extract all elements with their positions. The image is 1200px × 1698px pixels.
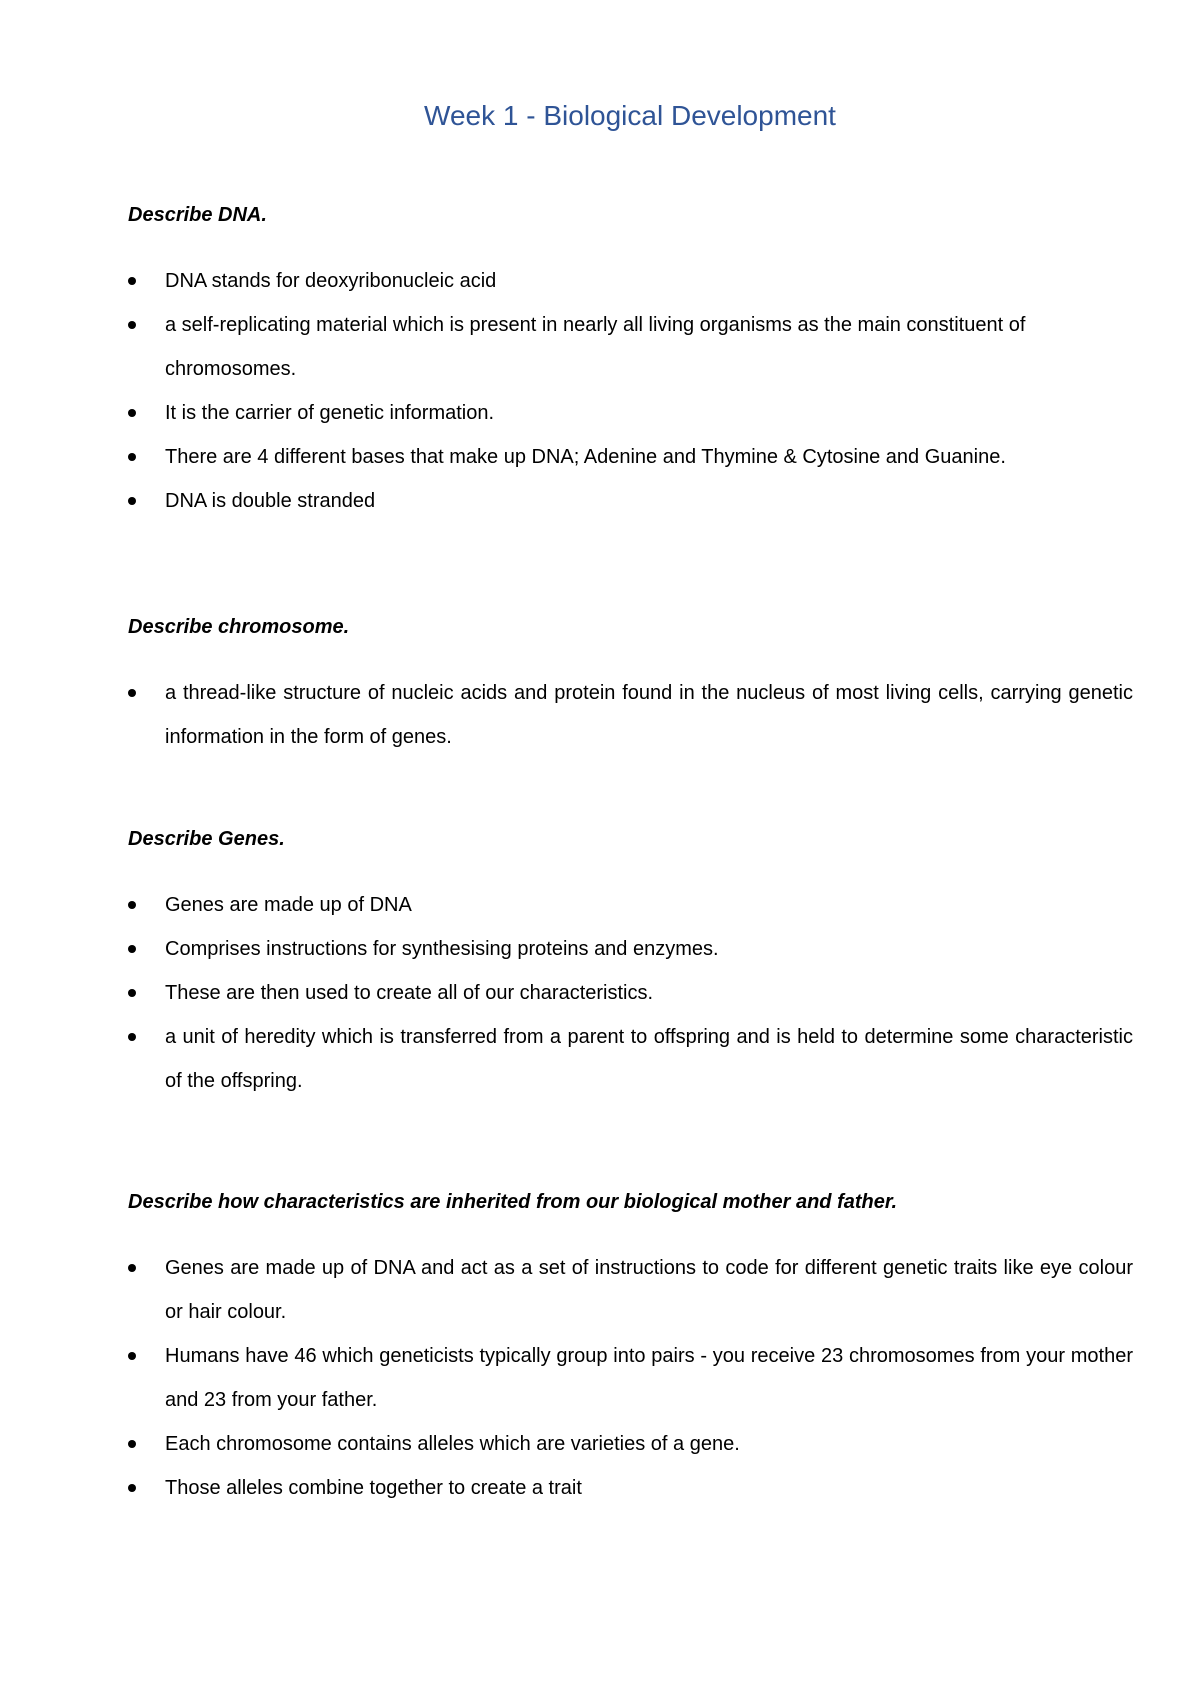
list-item-text: Those alleles combine together to create a trait xyxy=(165,1477,582,1499)
bullet-icon xyxy=(128,901,136,909)
bullet-icon xyxy=(128,277,136,285)
list-item-text: It is the carrier of genetic information. xyxy=(165,402,495,424)
list-item-text: DNA stands for deoxyribonucleic acid xyxy=(165,270,497,292)
list-item xyxy=(128,671,1133,759)
list-item xyxy=(128,479,1133,523)
bullet-icon xyxy=(128,1440,136,1448)
bullet-list xyxy=(128,883,1133,1103)
list-item xyxy=(128,1334,1133,1422)
list-item xyxy=(128,971,1133,1015)
list-item-text: There are 4 different bases that make up DNA; Adenine and Thymine & Cytosine and Guanine. xyxy=(165,446,1006,468)
section-chromosome xyxy=(128,612,1133,759)
list-item xyxy=(128,435,1133,479)
list-item xyxy=(128,927,1133,971)
bullet-icon xyxy=(128,409,136,417)
section-inheritance xyxy=(128,1187,1133,1510)
bullet-icon xyxy=(128,1264,136,1272)
bullet-list xyxy=(128,1246,1133,1510)
list-item-text: a self-replicating material which is present in nearly all living organisms as the main constituent of chromosomes. xyxy=(165,314,1026,380)
section-heading: Describe how characteristics are inherited from our biological mother and father. xyxy=(128,1191,898,1213)
list-item-text: Each chromosome contains alleles which are varieties of a gene. xyxy=(165,1433,740,1455)
list-item xyxy=(128,1246,1133,1334)
document-title: Week 1 - Biological Development xyxy=(424,100,836,131)
bullet-icon xyxy=(128,945,136,953)
list-item-text: a unit of heredity which is transferred from a parent to offspring and is held to determine some characteristic of the offspring. xyxy=(165,1026,1133,1092)
bullet-icon xyxy=(128,1033,136,1041)
section-dna xyxy=(128,200,1133,523)
list-item xyxy=(128,259,1133,303)
list-item xyxy=(128,883,1133,927)
list-item-text: Genes are made up of DNA and act as a set of instructions to code for different genetic traits like eye colour or hair colour. xyxy=(165,1257,1133,1323)
section-heading: Describe DNA. xyxy=(128,204,267,226)
list-item xyxy=(128,391,1133,435)
list-item-text: Genes are made up of DNA xyxy=(165,894,412,916)
list-item-text: DNA is double stranded xyxy=(165,490,376,512)
list-item-text: Humans have 46 which geneticists typically group into pairs - you receive 23 chromosomes from your mother and 23 from your father. xyxy=(165,1345,1133,1411)
section-heading: Describe Genes. xyxy=(128,828,285,850)
list-item-text: These are then used to create all of our characteristics. xyxy=(165,982,654,1004)
bullet-icon xyxy=(128,497,136,505)
bullet-icon xyxy=(128,1352,136,1360)
list-item-text: a thread-like structure of nucleic acids and protein found in the nucleus of most living cells, carrying genetic information in the form of genes. xyxy=(165,682,1133,748)
list-item xyxy=(128,303,1133,391)
bullet-icon xyxy=(128,321,136,329)
list-item xyxy=(128,1466,1133,1510)
bullet-list xyxy=(128,259,1133,523)
section-genes xyxy=(128,824,1133,1103)
section-heading: Describe chromosome. xyxy=(128,616,350,638)
bullet-icon xyxy=(128,453,136,461)
bullet-icon xyxy=(128,989,136,997)
bullet-icon xyxy=(128,1484,136,1492)
list-item-text: Comprises instructions for synthesising proteins and enzymes. xyxy=(165,938,719,960)
list-item xyxy=(128,1015,1133,1103)
bullet-list xyxy=(128,671,1133,759)
bullet-icon xyxy=(128,689,136,697)
list-item xyxy=(128,1422,1133,1466)
